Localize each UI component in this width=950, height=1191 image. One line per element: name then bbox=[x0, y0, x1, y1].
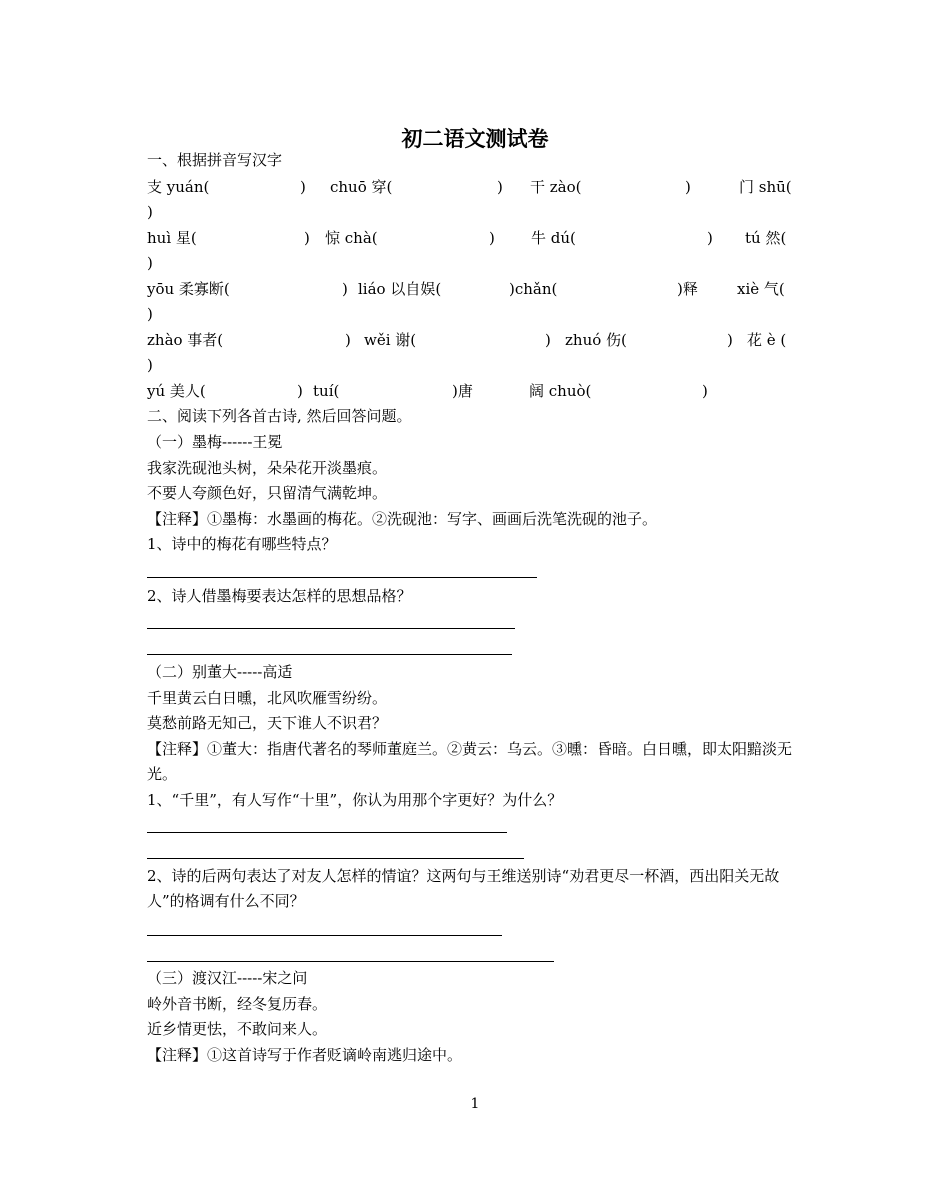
answer-line bbox=[147, 961, 554, 962]
poem2-heading: （二）别董大-----高适 bbox=[147, 663, 293, 681]
pinyin-cell: 花 è ( bbox=[747, 331, 787, 349]
pinyin-cell: xiè 气( bbox=[737, 280, 785, 298]
pinyin-cell: )释 bbox=[677, 280, 698, 298]
poem1-question-2: 2、诗人借墨梅要表达怎样的思想品格？ bbox=[147, 587, 412, 605]
pinyin-cell: 阔 chuò( bbox=[529, 382, 592, 400]
poem3-line-2: 近乡情更怯，不敢问来人。 bbox=[147, 1020, 328, 1038]
poem3-line-1: 岭外音书断，经冬复历春。 bbox=[147, 995, 328, 1013]
section2-heading: 二、阅读下列各首古诗, 然后回答问题。 bbox=[147, 407, 412, 425]
pinyin-cell: )唐 bbox=[452, 382, 473, 400]
pinyin-cell: ) bbox=[545, 331, 551, 349]
page-title: 初二语文测试卷 bbox=[401, 126, 549, 151]
answer-line bbox=[147, 577, 537, 578]
pinyin-cell: tuí( bbox=[313, 382, 340, 400]
pinyin-cell: ) bbox=[707, 229, 713, 247]
pinyin-cell: 惊 chà( bbox=[325, 229, 378, 247]
poem1-line-1: 我家洗砚池头树，朵朵花开淡墨痕。 bbox=[147, 459, 388, 477]
answer-line bbox=[147, 654, 512, 655]
poem3-heading: （三）渡汉江-----宋之问 bbox=[147, 969, 308, 987]
pinyin-cell: 门 shū( bbox=[739, 178, 792, 196]
pinyin-cell: yú 美人( bbox=[147, 382, 206, 400]
poem3-note: 【注释】①这首诗写于作者贬谪岭南逃归途中。 bbox=[147, 1046, 463, 1064]
poem1-heading: （一）墨梅------王冕 bbox=[147, 433, 283, 451]
pinyin-row-1 bbox=[147, 175, 807, 200]
pinyin-cell: ) bbox=[702, 382, 708, 400]
pinyin-cell: chuō 穿( bbox=[330, 178, 393, 196]
pinyin-cell: ) bbox=[727, 331, 733, 349]
pinyin-row-3-tail: ) bbox=[147, 305, 153, 323]
pinyin-cell: wěi 谢( bbox=[364, 331, 417, 349]
answer-line bbox=[147, 832, 507, 833]
pinyin-cell: ) bbox=[304, 229, 310, 247]
pinyin-cell: ) bbox=[497, 178, 503, 196]
poem1-line-2: 不要人夸颜色好，只留清气满乾坤。 bbox=[147, 484, 388, 502]
pinyin-row-1-tail: ) bbox=[147, 203, 153, 221]
pinyin-row-3 bbox=[147, 277, 807, 302]
answer-line bbox=[147, 935, 502, 936]
poem2-note: 【注释】①董大：指唐代著名的琴师董庭兰。②黄云：乌云。③曛：昏暗。白日曛，即太阳黯淡无光。 bbox=[147, 740, 793, 783]
answer-line bbox=[147, 858, 524, 859]
pinyin-cell: huì 星( bbox=[147, 229, 197, 247]
pinyin-cell: ) bbox=[345, 331, 351, 349]
poem2-line-2: 莫愁前路无知己，天下谁人不识君？ bbox=[147, 714, 388, 732]
poem2-line-1: 千里黄云白日曛，北风吹雁雪纷纷。 bbox=[147, 689, 388, 707]
pinyin-row-5 bbox=[147, 379, 807, 404]
pinyin-cell: yōu 柔寡断( bbox=[147, 280, 230, 298]
pinyin-row-2-tail: ) bbox=[147, 254, 153, 272]
pinyin-cell: zhào 事者( bbox=[147, 331, 224, 349]
answer-line bbox=[147, 628, 515, 629]
pinyin-cell: )chǎn( bbox=[509, 280, 558, 298]
pinyin-cell: ) bbox=[300, 178, 306, 196]
poem1-note: 【注释】①墨梅：水墨画的梅花。②洗砚池：写字、画画后洗笔洗砚的池子。 bbox=[147, 510, 658, 528]
pinyin-cell: ) bbox=[489, 229, 495, 247]
pinyin-cell: tú 然( bbox=[745, 229, 787, 247]
pinyin-row-2 bbox=[147, 226, 807, 251]
pinyin-row-4 bbox=[147, 328, 807, 353]
poem2-question-1: 1、“千里”，有人写作“十里”，你认为用那个字更好？为什么？ bbox=[147, 791, 563, 809]
pinyin-row-4-tail: ) bbox=[147, 356, 153, 374]
poem1-question-1: 1、诗中的梅花有哪些特点？ bbox=[147, 535, 337, 553]
pinyin-cell: ) bbox=[685, 178, 691, 196]
pinyin-cell: 牛 dú( bbox=[531, 229, 576, 247]
pinyin-cell: liáo 以自娱( bbox=[358, 280, 442, 298]
section1-heading: 一、根据拼音写汉字 bbox=[147, 151, 283, 169]
pinyin-cell: 支 yuán( bbox=[147, 178, 210, 196]
pinyin-cell: 干 zào( bbox=[530, 178, 582, 196]
pinyin-cell: ) bbox=[342, 280, 348, 298]
pinyin-cell: zhuó 伤( bbox=[565, 331, 627, 349]
poem2-question-2: 2、诗的后两句表达了对友人怎样的情谊？这两句与王维送别诗“劝君更尽一杯酒，西出阳关无故人”的格调有什么不同？ bbox=[147, 867, 780, 910]
page-number: 1 bbox=[470, 1096, 480, 1112]
pinyin-cell: ) bbox=[297, 382, 303, 400]
